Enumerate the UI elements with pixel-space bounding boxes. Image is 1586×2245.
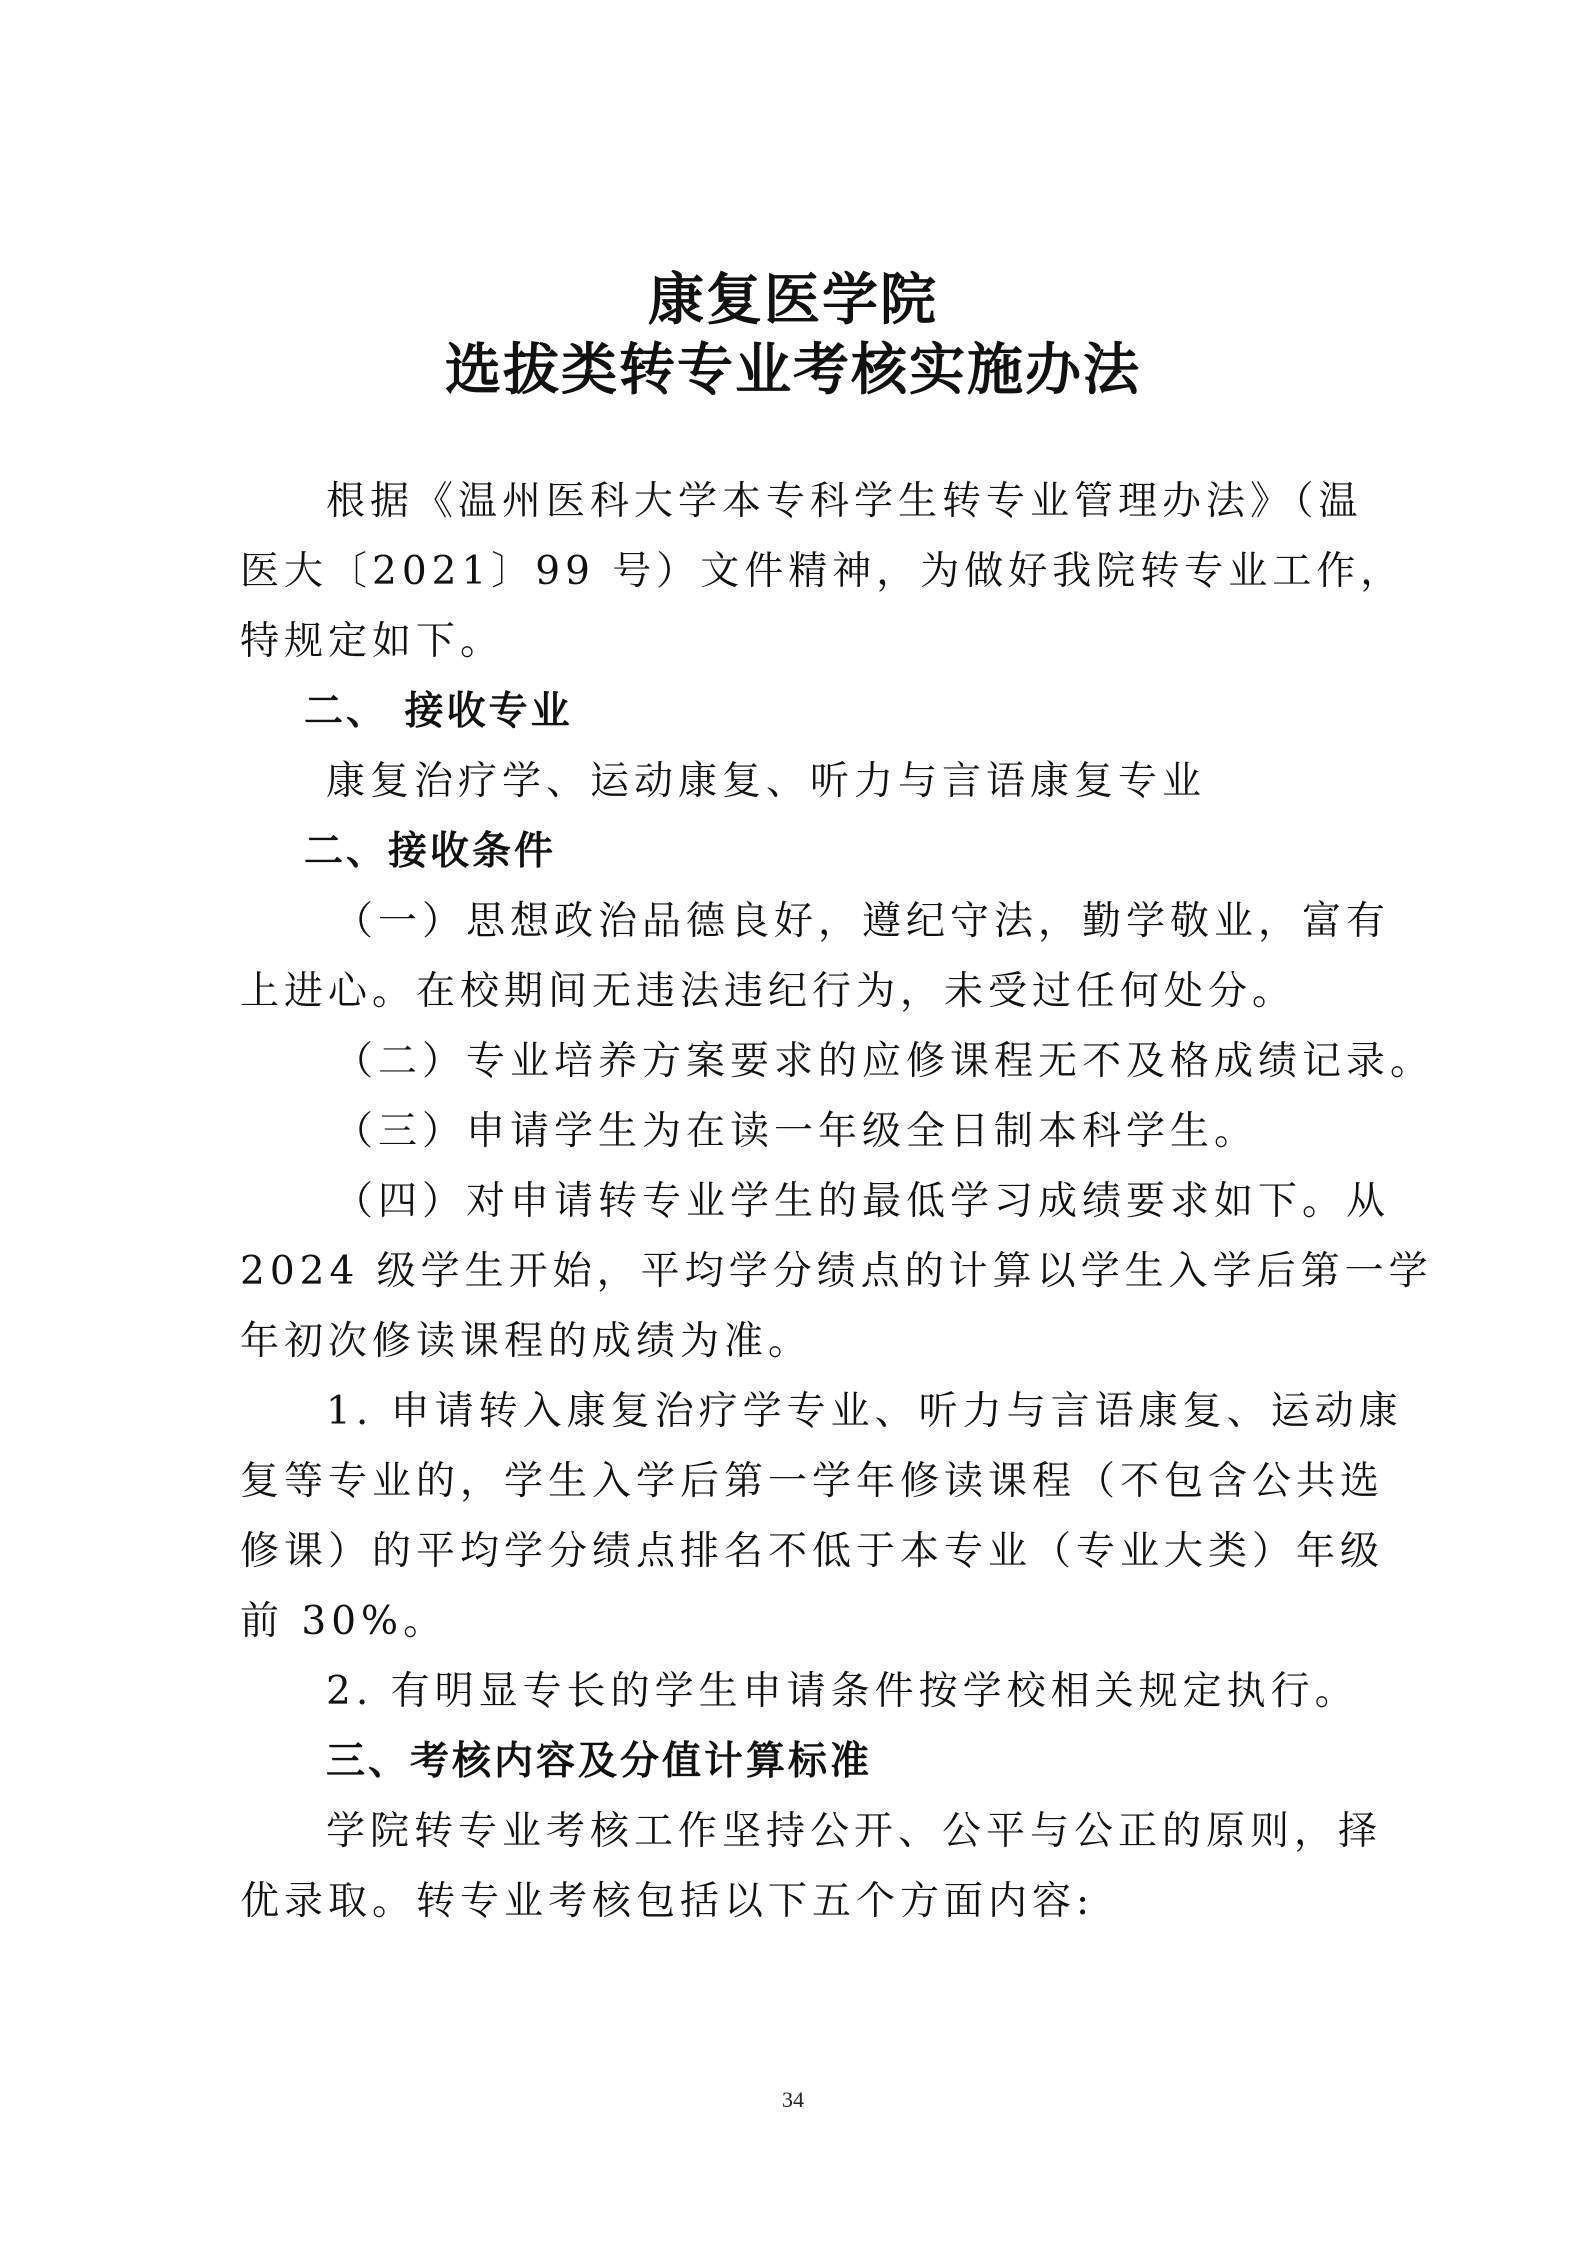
intro-line-3: 特规定如下。 [240, 619, 505, 664]
condition-4-line-1: （四）对申请转专业学生的最低学习成绩要求如下。从 [334, 1179, 1391, 1224]
assessment-line-2: 优录取。转专业考核包括以下五个方面内容: [240, 1879, 1095, 1924]
condition-1-line-1: （一）思想政治品德良好，遵纪守法，勤学敬业，富有 [334, 899, 1391, 944]
section-heading-assessment: 三、考核内容及分值计算标准 [326, 1739, 873, 1784]
condition-4-line-2: 2024 级学生开始，平均学分绩点的计算以学生入学后第一学 [240, 1249, 1433, 1294]
assessment-line-1: 学院转专业考核工作坚持公开、公平与公正的原则，择 [326, 1809, 1383, 1854]
section-heading-conditions: 二、接收条件 [304, 829, 557, 874]
intro-line-2: 医大〔2021〕99 号）文件精神，为做好我院转专业工作， [240, 549, 1405, 594]
intro-line-1: 根据《温州医科大学本专科学生转专业管理办法》（温 [326, 479, 1363, 524]
condition-2: （二）专业培养方案要求的应修课程无不及格成绩记录。 [334, 1039, 1435, 1084]
condition-4-line-3: 年初次修读课程的成绩为准。 [240, 1319, 813, 1364]
item-2: 2. 有明显专长的学生申请条件按学校相关规定执行。 [326, 1669, 1359, 1714]
condition-3: （三）申请学生为在读一年级全日制本科学生。 [334, 1109, 1259, 1154]
title-line-1: 康复医学院 [648, 268, 938, 333]
page-number: 34 [782, 2087, 804, 2112]
item-1-line-3: 修课）的平均学分绩点排名不低于本专业（专业大类）年级 [240, 1529, 1385, 1574]
title-line-2: 选拔类转专业考核实施办法 [445, 338, 1141, 403]
item-1-line-2: 复等专业的，学生入学后第一学年修读课程（不包含公共选 [240, 1459, 1385, 1504]
condition-1-line-2: 上进心。在校期间无违法违纪行为，未受过任何处分。 [240, 969, 1297, 1014]
section-heading-receiving-majors: 二、 接收专业 [304, 689, 573, 734]
item-1-line-1: 1. 申请转入康复治疗学专业、听力与言语康复、运动康 [326, 1389, 1403, 1434]
item-1-line-4: 前 30%。 [240, 1599, 448, 1644]
receiving-majors-text: 康复治疗学、运动康复、听力与言语康复专业 [326, 759, 1207, 804]
